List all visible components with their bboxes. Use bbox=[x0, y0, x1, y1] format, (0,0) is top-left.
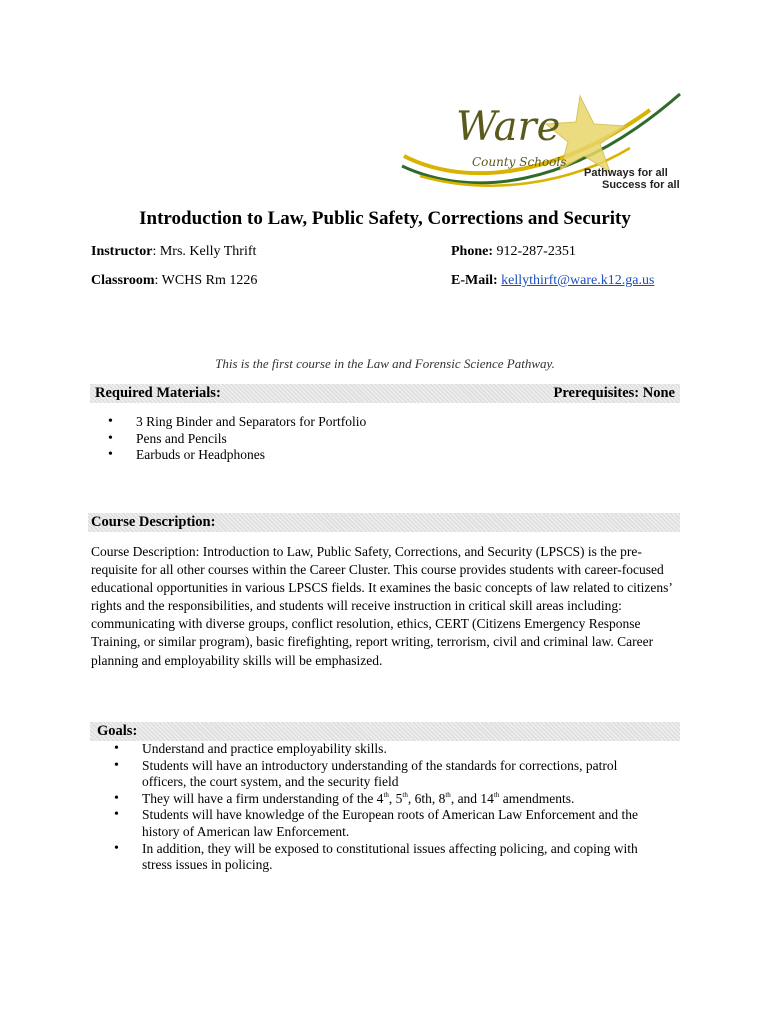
phone-value: 912-287-2351 bbox=[496, 244, 576, 259]
classroom-label: Classroom bbox=[91, 273, 155, 288]
goals-list bbox=[113, 741, 658, 874]
goal-3-sup-3: th bbox=[445, 790, 451, 799]
goal-3-sup-1: th bbox=[383, 790, 389, 799]
list-item: • 3 Ring Binder and Separators for Portfolio bbox=[107, 414, 667, 431]
materials-section-bar bbox=[90, 384, 680, 403]
page-title: Introduction to Law, Public Safety, Corrections and Security bbox=[139, 208, 631, 229]
goal-3-text-a: They will have a firm understanding of the 4 bbox=[142, 790, 384, 806]
classroom-value: : WCHS Rm 1226 bbox=[154, 273, 258, 288]
course-description-section-bar bbox=[88, 513, 680, 532]
materials-heading: Required Materials: bbox=[95, 385, 221, 401]
prerequisites-label: Prerequisites: None bbox=[553, 385, 675, 401]
logo-tagline-2: Success for all bbox=[602, 179, 680, 191]
email-line bbox=[451, 273, 654, 289]
goal-3-sup-2: th bbox=[402, 790, 408, 799]
email-link[interactable]: kellythirft@ware.k12.ga.us bbox=[501, 273, 655, 288]
phone-line bbox=[451, 244, 576, 260]
materials-list bbox=[107, 414, 667, 464]
email-label: E-Mail: bbox=[451, 273, 498, 288]
goals-heading: Goals: bbox=[97, 723, 138, 739]
goals-section-bar bbox=[90, 722, 680, 741]
goal-3-text-c: , 6th, 8 bbox=[407, 790, 446, 806]
goal-3-sup-4: th bbox=[493, 790, 500, 799]
logo-name: Ware bbox=[456, 104, 561, 150]
list-item: • Understand and practice employability skills. bbox=[113, 741, 658, 758]
goal-3-text-e: amendments. bbox=[499, 790, 575, 806]
list-item bbox=[113, 791, 658, 808]
instructor-value: : Mrs. Kelly Thrift bbox=[152, 244, 257, 259]
course-description-heading: Course Description: bbox=[91, 514, 216, 530]
instructor-line bbox=[91, 244, 256, 260]
classroom-line bbox=[91, 273, 257, 289]
course-description-text: Course Description: Introduction to Law, Public Safety, Corrections, and Security (LPSCS) is the pre-requisite for all other courses within the Career Cluster. This course provides students with career-focused educational opportunities in various LPSCS fields. It examines the basic concepts of law related to citizens’ rights and the responsibilities, and students will receive instruction in critical skill areas including: communicating with diverse groups, conflict resolution, ethics, CERT (Citizens Emergency Response Training, or similar program), basic firefighting, report writing, terrorism, civil and criminal law. Career planning and employability skills will be emphasized. bbox=[91, 544, 672, 668]
goal-3-text-b: , 5 bbox=[388, 790, 403, 806]
instructor-label: Instructor bbox=[91, 244, 153, 259]
list-item: • Pens and Pencils bbox=[107, 431, 667, 448]
list-item: • In addition, they will be exposed to constitutional issues affecting policing, and coping with stress issues in policing. bbox=[113, 841, 658, 874]
list-item: • Students will have an introductory understanding of the standards for corrections, patrol officers, the court system, and the security field bbox=[113, 758, 658, 791]
pathway-note: This is the first course in the Law and Forensic Science Pathway. bbox=[215, 356, 555, 371]
ware-county-schools-logo bbox=[400, 90, 682, 200]
logo-tagline-1: Pathways for all bbox=[584, 167, 668, 179]
goal-3-text-d: , and 14 bbox=[450, 790, 494, 806]
list-item: • Students will have knowledge of the European roots of American Law Enforcement and the history of American law Enforcement. bbox=[113, 807, 658, 840]
list-item: • Earbuds or Headphones bbox=[107, 447, 667, 464]
phone-label: Phone: bbox=[451, 244, 493, 259]
logo-subname: County Schools bbox=[472, 155, 567, 169]
